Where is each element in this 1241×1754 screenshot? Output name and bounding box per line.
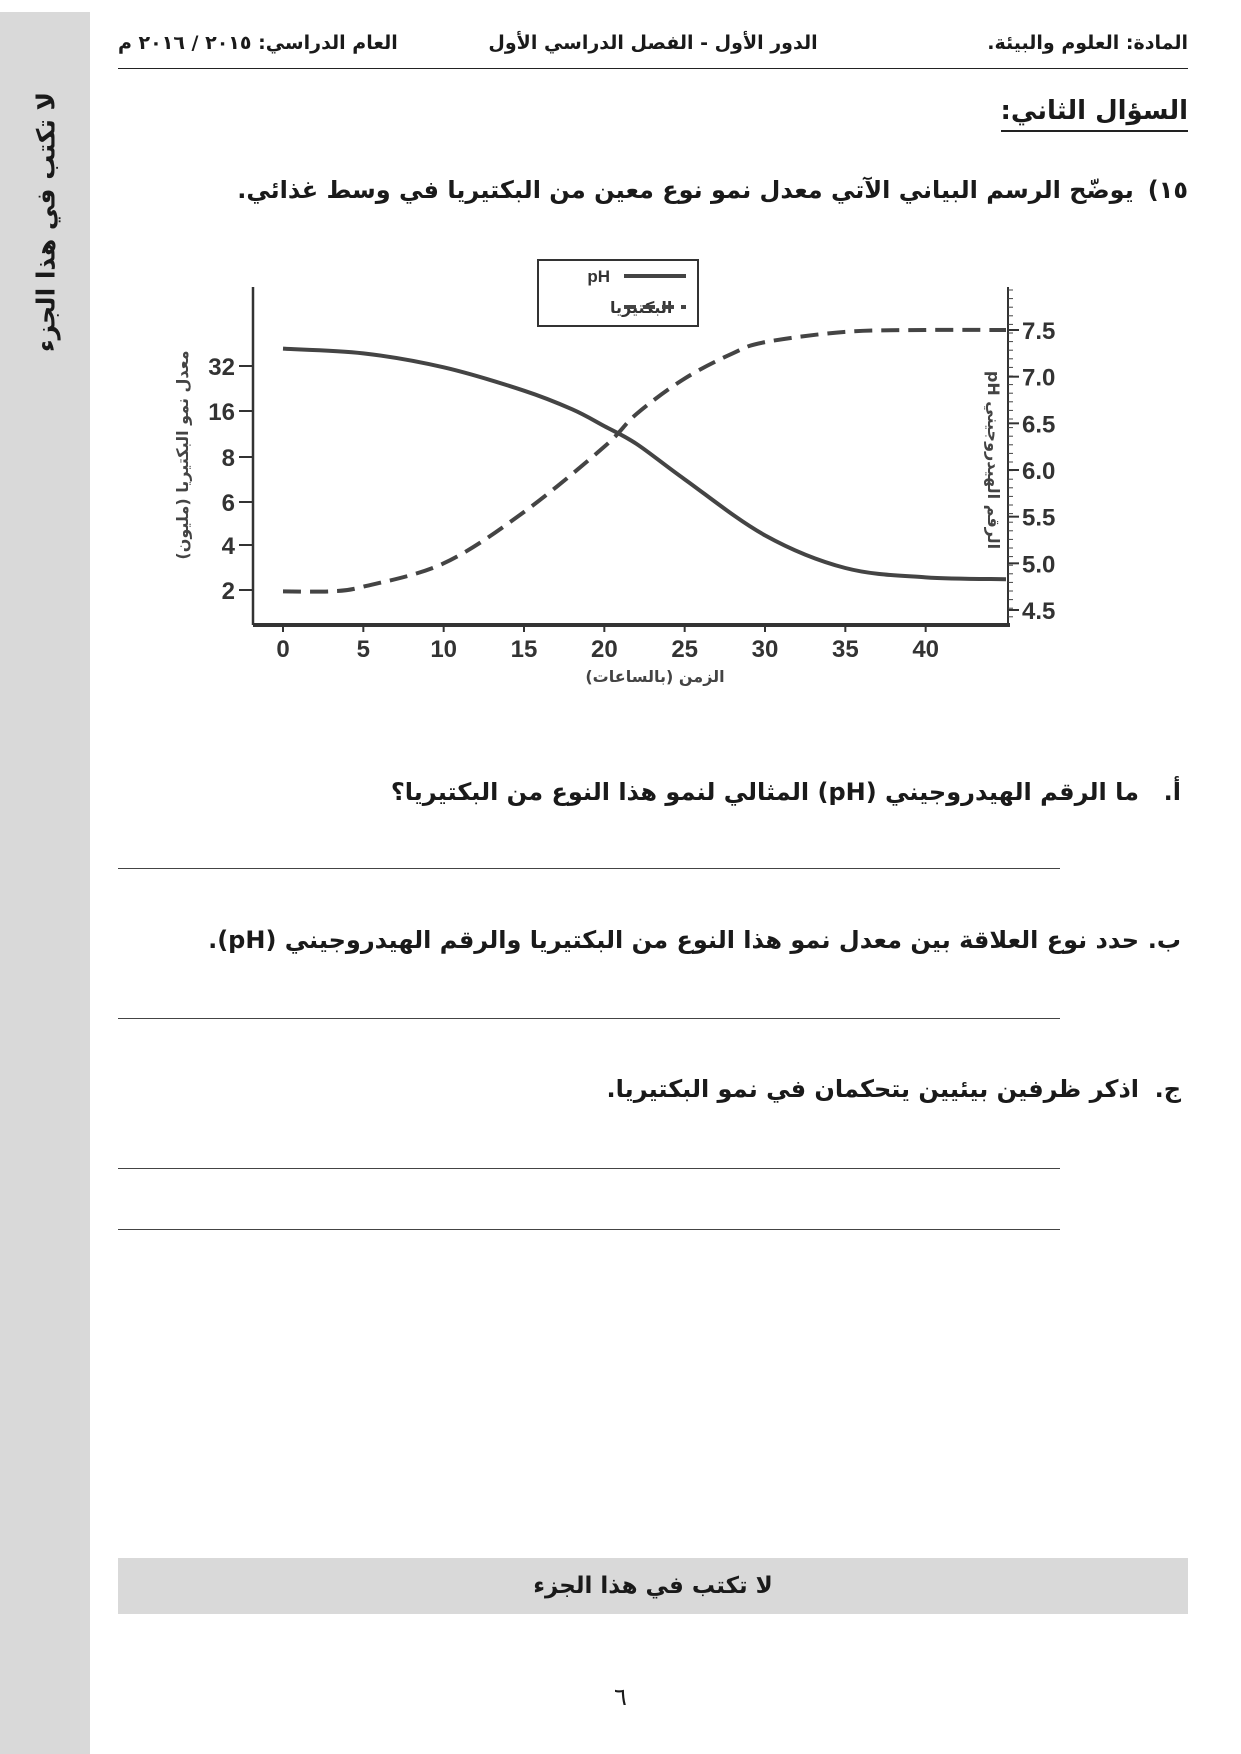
x-tick-label: 0 — [276, 636, 290, 663]
subquestion-b-letter: ب. — [1147, 926, 1181, 954]
no-write-footer: لا تكتب في هذا الجزء — [118, 1558, 1188, 1614]
right-tick-label: 6.0 — [1022, 458, 1056, 485]
question-text: يوضّح الرسم البياني الآتي معدل نمو نوع معين من البكتيريا في وسط غذائي. — [237, 176, 1134, 204]
left-axis-label: معدل نمو البكتيريا (مليون) — [173, 350, 192, 560]
answer-line-c1[interactable] — [118, 1168, 1060, 1169]
answer-line-c2[interactable] — [118, 1229, 1060, 1230]
x-tick-label: 40 — [912, 636, 940, 663]
header-session: الدور الأول - الفصل الدراسي الأول — [488, 32, 818, 54]
legend — [538, 260, 698, 326]
x-tick-label: 10 — [430, 636, 458, 663]
left-tick-label: 16 — [208, 399, 235, 426]
left-tick-label: 32 — [208, 354, 235, 381]
answer-line-a[interactable] — [118, 868, 1060, 869]
subquestion-a — [391, 778, 1181, 806]
x-tick-label: 15 — [510, 636, 538, 663]
series-line-ph — [283, 349, 1006, 580]
x-axis-label: الزمن (بالساعات) — [585, 667, 725, 686]
right-tick-label: 7.0 — [1022, 364, 1056, 392]
series-line-bacteria — [283, 330, 1006, 592]
subquestion-c-text: اذكر ظرفين بيئيين يتحكمان في نمو البكتيريا. — [606, 1075, 1139, 1103]
sidebar-text: لا تكتب في هذا الجزء — [31, 91, 61, 353]
left-tick-label: 4 — [221, 533, 235, 560]
header-subject: المادة: العلوم والبيئة. — [987, 32, 1188, 54]
right-tick-label: 5.5 — [1022, 504, 1056, 532]
left-tick-label: 8 — [221, 445, 235, 472]
subquestion-a-letter: أ. — [1163, 778, 1181, 806]
right-tick-label: 6.5 — [1022, 411, 1056, 439]
no-write-sidebar — [0, 12, 90, 1754]
plot-area — [208, 287, 1055, 663]
subquestion-c — [607, 1075, 1181, 1103]
subquestion-b-text: حدد نوع العلاقة بين معدل نمو هذا النوع من البكتيريا والرقم الهيدروجيني (pH). — [208, 926, 1139, 954]
right-tick-label: 5.0 — [1022, 551, 1056, 579]
subquestion-c-letter: ج. — [1154, 1075, 1181, 1103]
answer-line-b[interactable] — [118, 1018, 1060, 1019]
right-tick-label: 4.5 — [1022, 598, 1056, 625]
right-axis-label: الرقم الهيدروجيني pH — [984, 370, 1003, 550]
x-tick-label: 5 — [356, 636, 371, 663]
page-number: ٦ — [614, 1683, 627, 1711]
left-tick-label: 6 — [221, 490, 235, 517]
subquestion-b — [208, 926, 1181, 954]
question-statement — [237, 176, 1188, 204]
page-header — [118, 28, 1188, 69]
x-tick-label: 25 — [671, 636, 699, 663]
subquestion-a-text: ما الرقم الهيدروجيني (pH) المثالي لنمو هذا النوع من البكتيريا؟ — [390, 778, 1139, 806]
left-tick-label: 2 — [221, 578, 235, 605]
legend-label-bacteria: البكتيريا — [610, 298, 673, 317]
x-tick-label: 35 — [831, 636, 859, 663]
question-number: ١٥) — [1147, 176, 1188, 204]
header-year: العام الدراسي: ٢٠١٥ / ٢٠١٦ م — [118, 32, 398, 54]
x-tick-label: 20 — [590, 636, 618, 663]
legend-label-ph: pH — [587, 267, 610, 286]
bacteria-ph-chart — [173, 245, 1056, 715]
question-title: السؤال الثاني: — [1001, 96, 1188, 132]
x-tick-label: 30 — [751, 636, 779, 663]
right-tick-label: 7.5 — [1022, 318, 1056, 345]
